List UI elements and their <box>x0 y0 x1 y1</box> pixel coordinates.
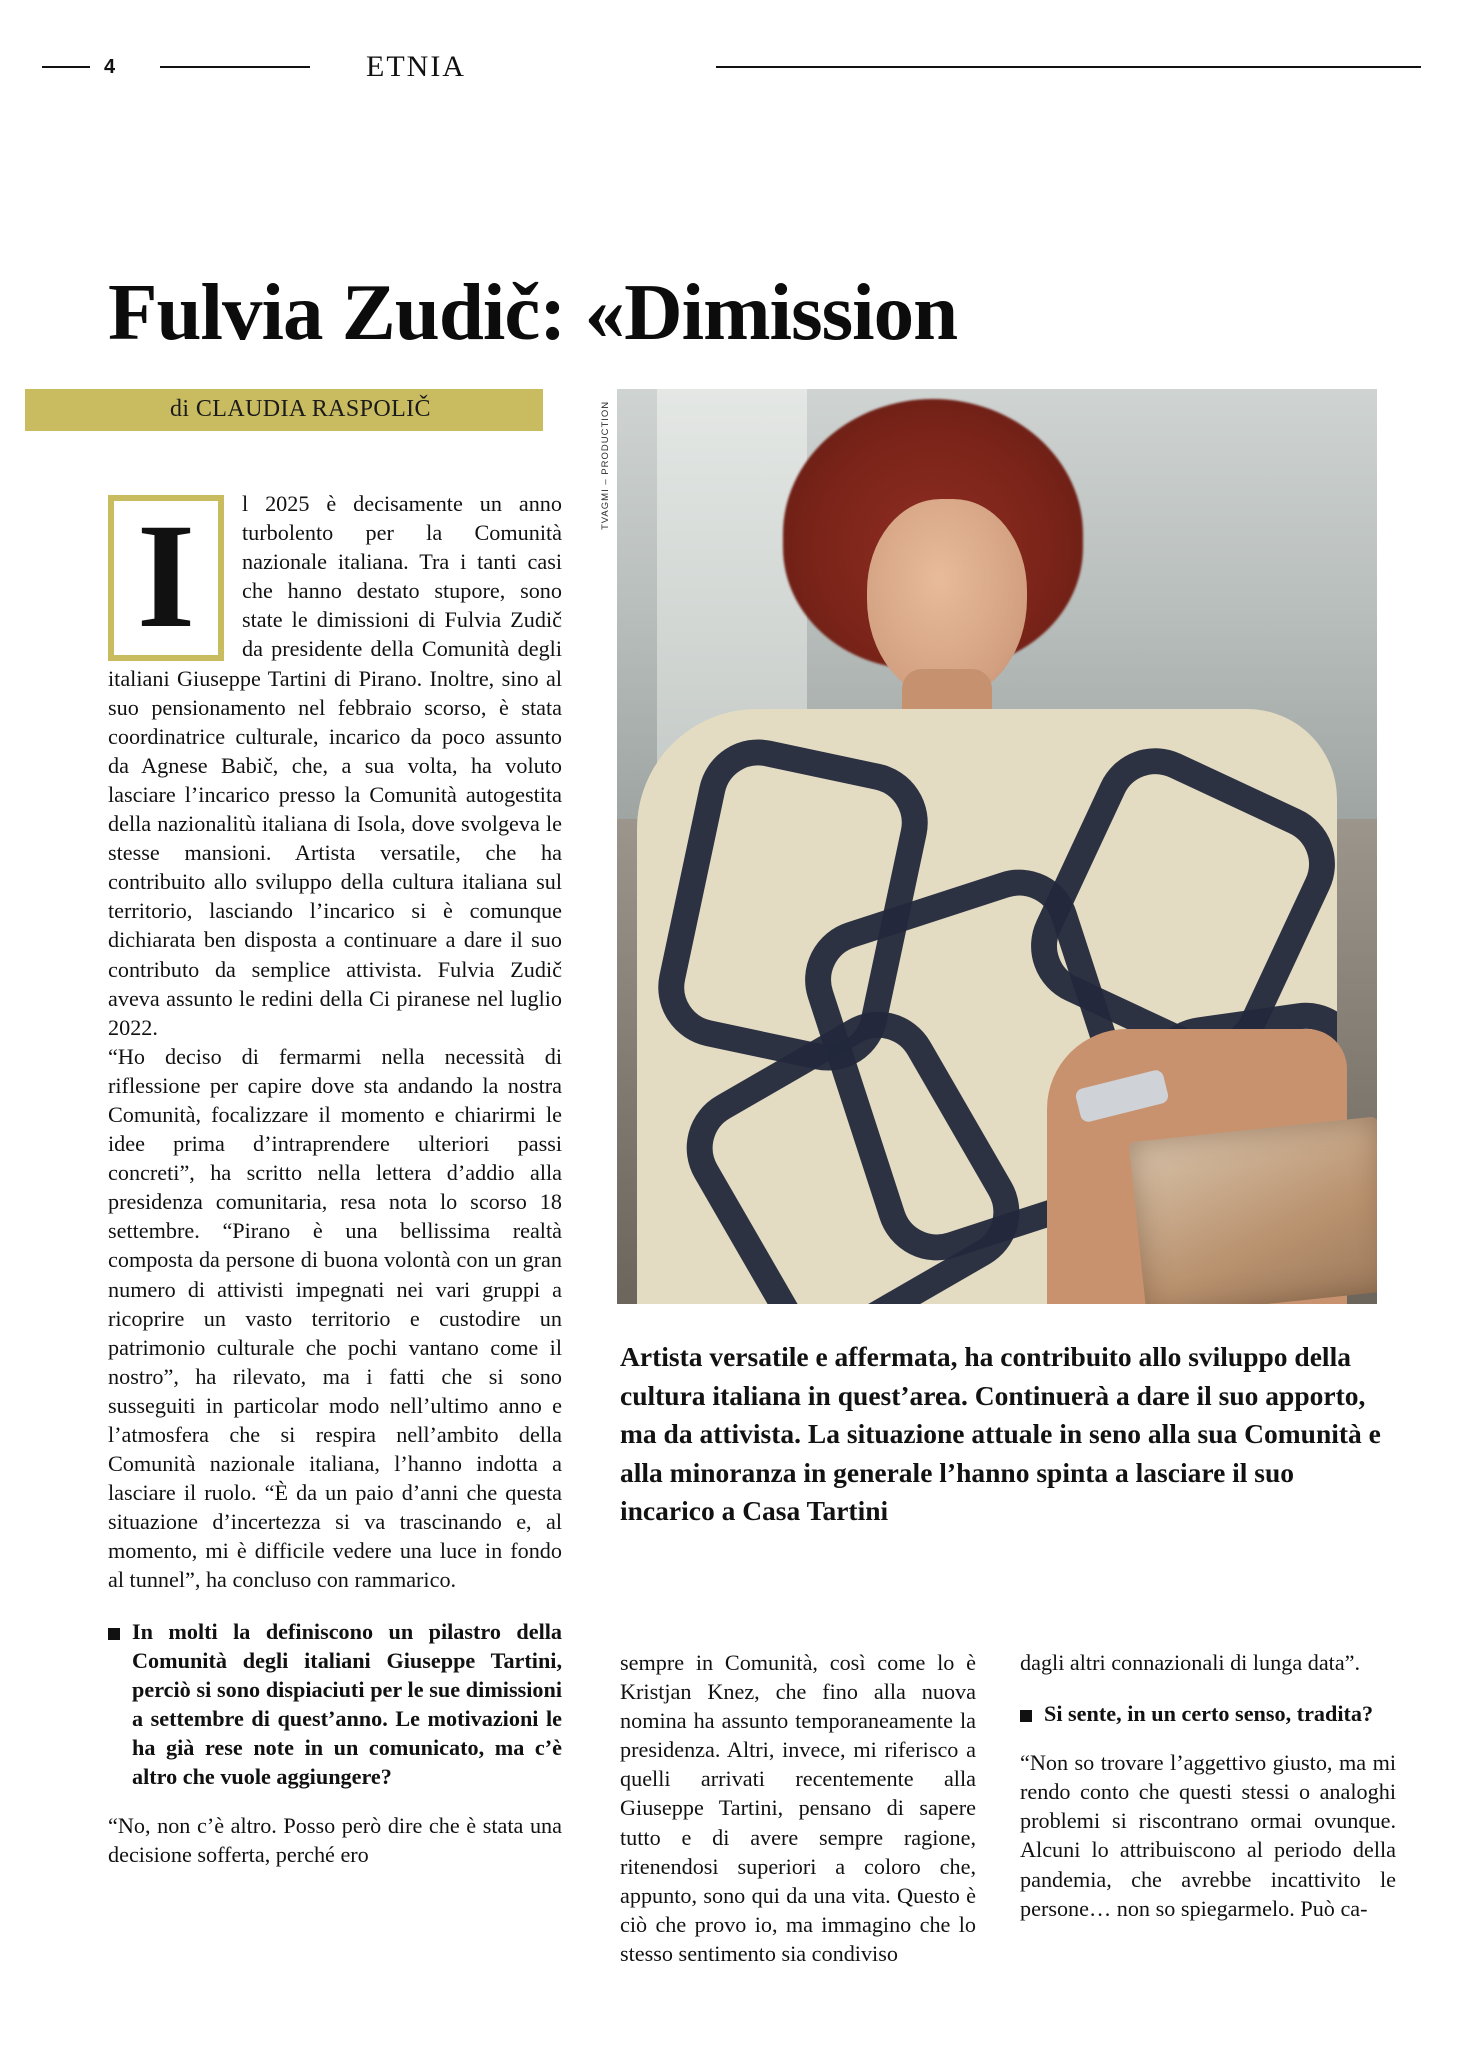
bullet-square-icon <box>108 1628 120 1640</box>
header-rule-right <box>716 66 1421 68</box>
paragraph-continued: sempre in Comunità, così come lo è Kristjan Knez, che fino alla nuova nomina ha assunto temporaneamente la presidenza. Altri, invece, mi riferisco a quelli arrivati recentemente alla Giuseppe Tartini, pensano di sapere tutto e di avere sempre ragione, ritenendosi superiori a coloro che, appunto, sono qui da una vita. Questo è ciò che provo io, ma immagino che lo stesso sentimento sia condiviso <box>620 1650 976 1966</box>
bullet-square-icon <box>1020 1710 1032 1722</box>
header-rule-left <box>42 66 90 68</box>
header-rule-middle <box>160 66 310 68</box>
section-title: ETNIA <box>366 50 466 83</box>
paragraph-continued-end: dagli altri connazionali di lunga data”. <box>1020 1650 1361 1675</box>
article-headline: Fulvia Zudič: «Dimission <box>108 267 958 358</box>
photo-credit: TVAGMI – PRODUCTION <box>600 400 611 530</box>
body-column-2 <box>620 1648 976 1968</box>
body-column-1 <box>108 489 562 1869</box>
question-text: Si sente, in un certo senso, tradita? <box>1044 1701 1374 1727</box>
paragraph-2: “Ho deciso di fermarmi nella necessità di riflessione per capire dove sta andando la nostra Comunità, focalizzare il momento e chiarirmi le idee prima d’intraprendere ulteriori passi concreti”, ha scritto nella lettera d’addio alla presidenza comunitaria, resa nota lo scorso 18 settembre. “Pirano è una bellissima realtà composta da persone di buona volontà con un gran numero di attivisti impegnati nei vari gruppi a ricoprire un vasto territorio e custodire un patrimonio culturale che pochi vantano come il nostro”, ha rilevato, ma i fatti che si sono susseguiti in particolar modo nell’ultimo anno e l’atmosfera che si respira nell’ambito della Comunità nazionale italiana, l’hanno indotta a lasciare il ruolo. “È da un paio d’anni che questa situazione d’incertezza si va trascinando e, al momento, mi è difficile vedere una luce in fondo al tunnel”, ha concluso con rammarico. <box>108 1043 562 1593</box>
body-column-3 <box>1020 1648 1396 1923</box>
question-text: In molti la definiscono un pilastro della Comunità degli italiani Giuseppe Tartini, perciò si sono dispiaciuti per le sue dimissioni a settembre di quest’anno. Le motivazioni le ha già rese note in un comunicato, ma c’è altro che vuole aggiungere? <box>132 1618 562 1790</box>
paragraph-lead: l 2025 è decisamente un anno turbolento per la Comunità nazionale italiana. Tra i tanti casi che hanno destato stupore, sono state le dimissioni di Fulvia Zudič da presidente della Comunità degli italiani Giuseppe Tartini di Pirano. Inoltre, sino al suo pensionamento nel febbraio scorso, è stata coordinatrice culturale, incarico da poco assunto da Agnese Babič, che, a sua volta, ha voluto lasciare l’incarico presso la Comunità autogestita della nazionalitù italiana di Isola, dove svolgeva le stesse mansioni. Artista versatile, che ha contribuito allo sviluppo della cultura italiana sul territorio, lasciando l’incarico si è comunque dichiarata ben disposta a continuare a dare il suo contributo da semplice attivista. Fulvia Zudič aveva assunto le redini della Ci piranese nel luglio 2022. <box>108 491 562 1040</box>
interview-question-2 <box>1020 1699 1396 1728</box>
interview-answer-1: “No, non c’è altro. Posso però dire che è stata una decisione sofferta, perché ero <box>108 1813 562 1868</box>
article-byline: di CLAUDIA RASPOLIČ <box>170 396 431 422</box>
article-photo <box>617 389 1377 1304</box>
page-header <box>0 48 1463 88</box>
article-deck: Artista versatile e affermata, ha contribuito allo sviluppo della cultura italiana in quest’area. Continuerà a dare il suo apporto, ma da attivista. La situazione attuale in seno alla sua Comunità e alla minoranza in generale l’hanno spinta a lasciare il suo incarico a Casa Tartini <box>620 1341 1381 1526</box>
interview-question-1 <box>108 1617 562 1792</box>
photo-artwork-held <box>1129 1116 1377 1304</box>
page-number: 4 <box>104 56 116 78</box>
interview-answer-2: “Non so trovare l’aggettivo giusto, ma mi rendo conto che questi stessi o analoghi problemi si riscontrano ormai ovunque. Alcuni lo attribuiscono al periodo della pandemia, che avrebbe incattivito le persone… non so spiegarmelo. Può ca- <box>1020 1750 1396 1921</box>
drop-cap: I <box>108 495 224 661</box>
